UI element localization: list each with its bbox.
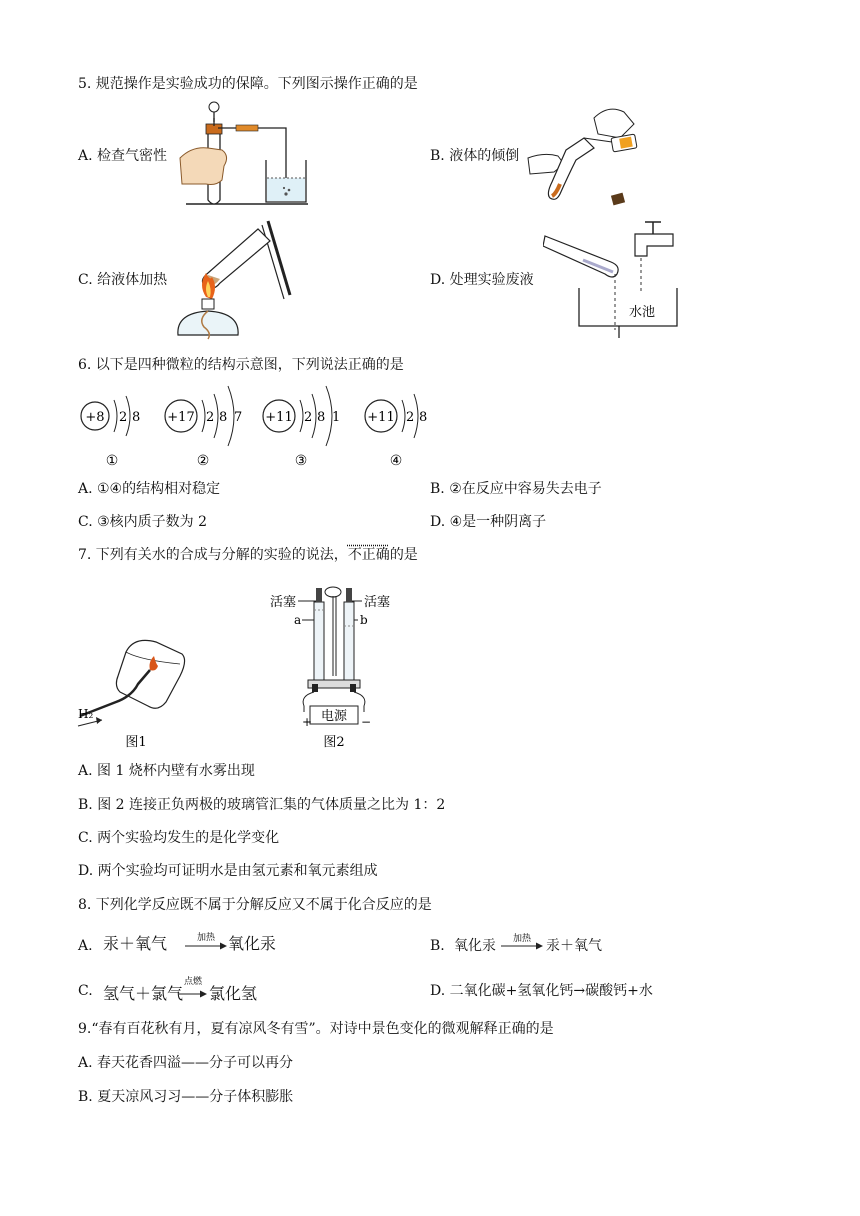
q7-option-c: C. 两个实验均发生的是化学变化: [78, 830, 280, 846]
particle-3-nucleus: +11: [265, 410, 293, 425]
particle-structure-diagrams: [76, 382, 456, 474]
q6-option-c: C. ③核内质子数为 2: [78, 514, 208, 530]
tube-a-label: a: [294, 613, 302, 627]
figure-2-electrolysis: [264, 580, 414, 752]
particle-2-label: ②: [196, 453, 210, 469]
q8-option-b-right: 汞＋氧气: [546, 938, 602, 954]
particle-3-shell-3: 1: [332, 410, 341, 425]
valve-left-label: 活塞: [270, 595, 297, 610]
particle-4-nucleus: +11: [367, 410, 395, 425]
q8-option-a-label: A.: [78, 938, 93, 954]
particle-4-shell-2: 8: [419, 410, 428, 425]
positive-terminal: +: [302, 715, 313, 729]
particle-3-shell-1: 2: [304, 410, 313, 425]
q5-option-c: C. 给液体加热: [78, 272, 168, 288]
hydrogen-label: H₂: [78, 707, 94, 721]
q8-option-b-arrow: [500, 931, 544, 955]
particle-1-shell-2: 8: [132, 410, 141, 425]
particle-4-label: ④: [389, 453, 403, 469]
particle-2-shell-1: 2: [206, 410, 215, 425]
particle-3-label: ③: [294, 453, 308, 469]
q8-option-b-label: B.: [430, 938, 445, 954]
particle-3-shell-2: 8: [317, 410, 326, 425]
particle-2-shell-3: 7: [234, 410, 243, 425]
q5-option-a: A. 检查气密性: [78, 148, 168, 164]
q9-option-b: B. 夏天凉风习习——分子体积膨胀: [78, 1089, 294, 1105]
particle-2-shell-2: 8: [219, 410, 228, 425]
q5-stem: 5. 规范操作是实验成功的保障。下列图示操作正确的是: [78, 76, 418, 92]
negative-terminal: −: [361, 715, 372, 729]
particle-1-shell-1: 2: [119, 410, 128, 425]
q5-option-b: B. 液体的倾倒: [430, 148, 520, 164]
q7-stem-emphasis: 不正确: [347, 547, 390, 563]
figure-2-caption: 图2: [323, 735, 345, 750]
figure-1-caption: 图1: [125, 735, 147, 750]
q6-option-a: A. ①④的结构相对稳定: [78, 481, 221, 497]
q5-option-d: D. 处理实验废液: [430, 272, 534, 288]
tube-b-label: b: [360, 613, 368, 627]
particle-1-diagram: [81, 396, 140, 469]
liquid-pouring-figure: [524, 98, 644, 210]
q7-stem-text: 7. 下列有关水的合成与分解的实验的说法，: [78, 547, 348, 563]
liquid-heating-figure: [168, 215, 298, 343]
q8-option-d: D. 二氧化碳+氢氧化钙→碳酸钙+水: [430, 983, 653, 999]
q8-option-a-arrow: [184, 930, 228, 956]
power-supply-label: 电源: [320, 709, 348, 724]
particle-2-diagram: [165, 386, 242, 469]
q7-stem: [78, 546, 418, 564]
waste-disposal-figure: [543, 212, 688, 340]
q8-stem: 8. 下列化学反应既不属于分解反应又不属于化合反应的是: [78, 897, 432, 913]
valve-right-label: 活塞: [364, 595, 391, 610]
sink-label: 水池: [629, 305, 656, 320]
q8-option-b-condition: 加热: [512, 934, 532, 944]
particle-1-nucleus: +8: [85, 410, 105, 425]
particle-2-nucleus: +17: [167, 410, 195, 425]
q7-option-d: D. 两个实验均可证明水是由氢元素和氧元素组成: [78, 863, 378, 879]
particle-3-diagram: [263, 386, 340, 469]
q8-option-a-right: 氧化汞: [228, 934, 277, 953]
airtightness-check-figure: [178, 100, 313, 208]
q7-option-a: A. 图 1 烧杯内壁有水雾出现: [78, 763, 255, 779]
figure-1-hydrogen-combustion: [76, 630, 194, 752]
q8-option-b-left: 氧化汞: [454, 938, 496, 954]
particle-1-label: ①: [105, 453, 119, 469]
particle-4-diagram: [365, 394, 427, 469]
q8-option-c-left: 氢气＋氯气: [103, 984, 184, 1003]
q8-option-c-right: 氯化氢: [209, 984, 258, 1003]
q9-option-a: A. 春天花香四溢——分子可以再分: [78, 1055, 294, 1071]
q6-option-b: B. ②在反应中容易失去电子: [430, 481, 602, 497]
q8-option-c-label: C.: [78, 983, 93, 999]
q8-option-c-condition: 点燃: [183, 977, 203, 987]
q7-option-b: B. 图 2 连接正负两极的玻璃管汇集的气体质量之比为 1：2: [78, 797, 446, 813]
q7-stem-tail: 的是: [389, 547, 418, 563]
q6-stem: 6. 以下是四种微粒的结构示意图，下列说法正确的是: [78, 357, 404, 373]
q9-stem: 9.“春有百花秋有月，夏有凉风冬有雪”。对诗中景色变化的微观解释正确的是: [78, 1021, 554, 1037]
particle-4-shell-1: 2: [406, 410, 415, 425]
q8-option-a-left: 汞＋氧气: [103, 934, 168, 953]
q8-option-c-arrow: [178, 974, 208, 1004]
q6-option-d: D. ④是一种阴离子: [430, 514, 547, 530]
q8-option-a-condition: 加热: [196, 933, 216, 943]
